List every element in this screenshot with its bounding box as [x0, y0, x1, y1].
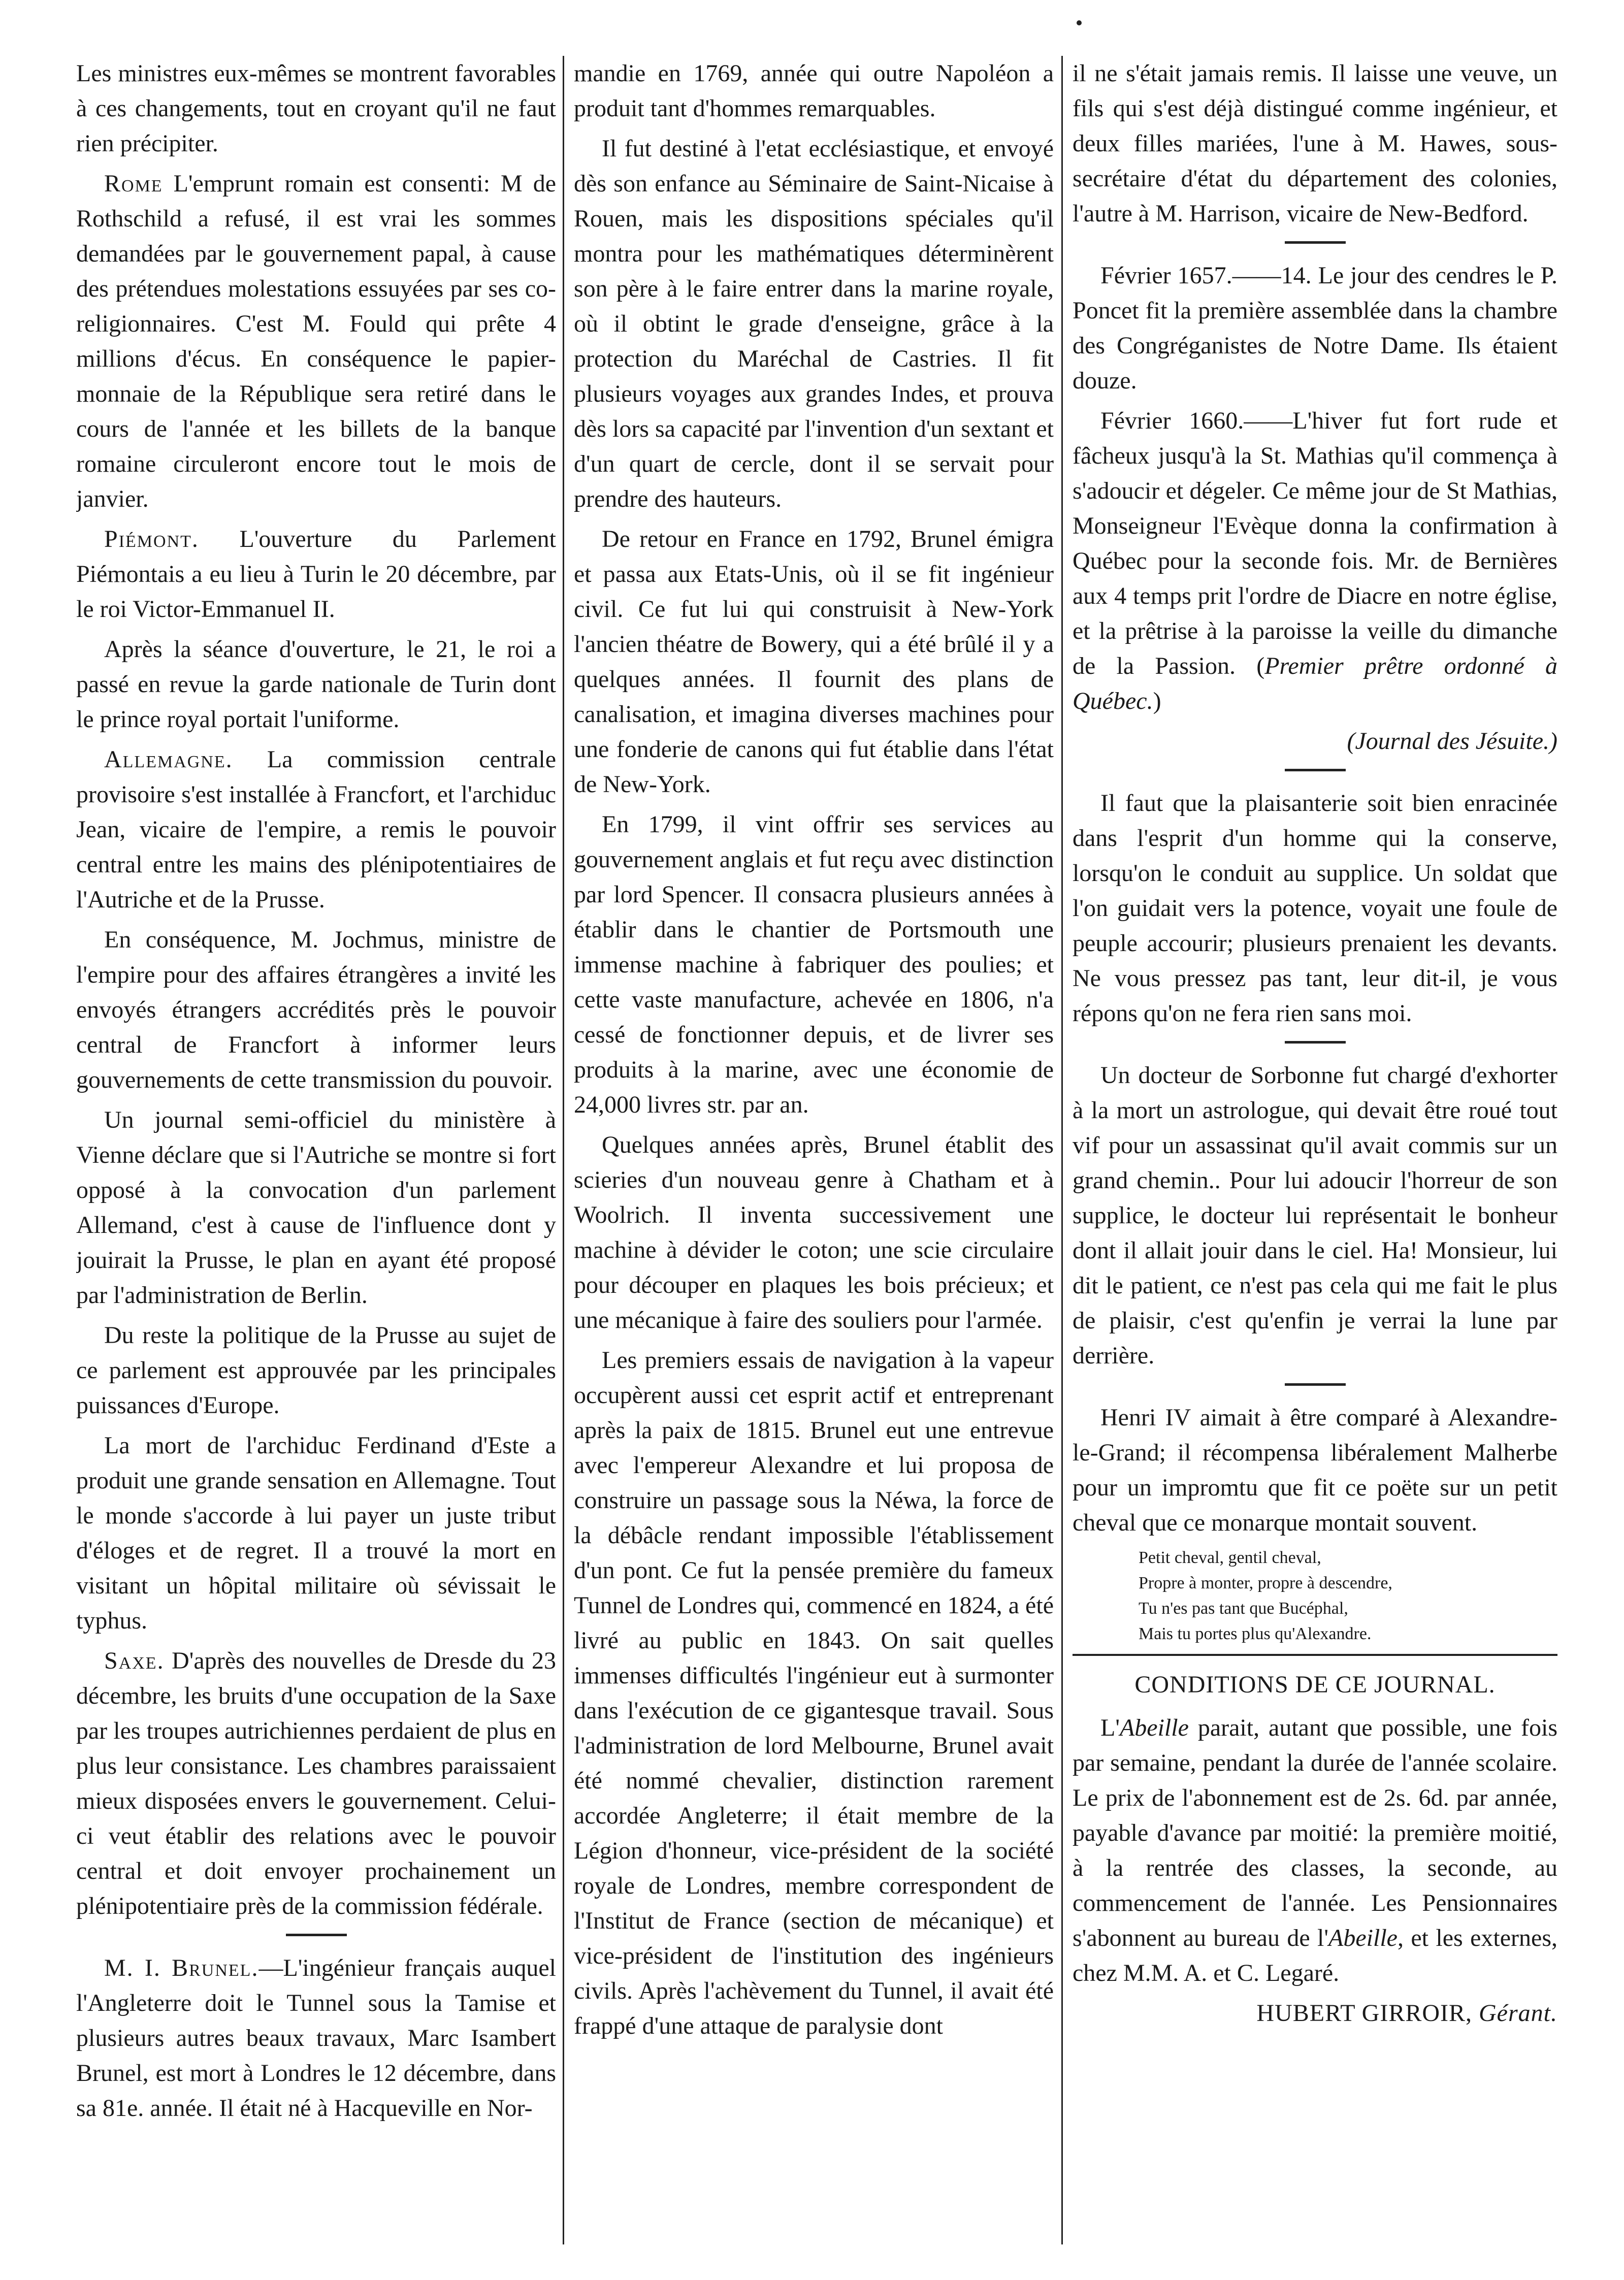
poem-line: Mais tu portes plus qu'Alexandre. [1139, 1624, 1372, 1643]
section-heading-allemagne: Allemagne. [104, 746, 233, 773]
signature-role: Gérant. [1479, 2000, 1557, 2027]
column-rule [1061, 56, 1063, 2244]
paragraph-text: parait, autant que possible, une fois par semaine, pendant la durée de l'année scolaire. Le prix de l'abonnement est de 2s. 6d. par année, payable d'avance par moitié: la première moitié, à la rentrée des classes, la seconde, au commencement de l'année. Les Pensionnaires s'abonnent au bureau de l' [1073, 1714, 1557, 1951]
paragraph: En conséquence, M. Jochmus, ministre de l'empire pour des affaires étrangères a invité les envoyés étrangers accrédités près le pouvoir central de Francfort à informer leurs gouvernements de cette transmission du pouvoir. [76, 926, 556, 1093]
column-middle [574, 56, 1054, 2255]
paragraph-text: Février 1660.——L'hiver fut fort rude et fâcheux jusqu'à la St. Mathias qu'il commença à s'adoucir et dégeler. Ce même jour de St Mathias, Monseigneur l'Evèque donna la confirmation à Québec pour la seconde fois. Mr. de Bernières aux 4 temps prit l'ordre de Diacre en notre église, et la prêtrise à la paroisse la veille du dimanche de la Passion. ( [1073, 407, 1557, 679]
paragraph: mandie en 1769, année qui outre Napoléon a produit tant d'hommes remarquables. [574, 60, 1054, 122]
paragraph-fevrier-1660 [1073, 403, 1557, 719]
paragraph-piemont [76, 522, 556, 627]
paragraph-conditions [1073, 1710, 1557, 1991]
italic-note: Premier prêtre ordonné à Québec. [1073, 653, 1557, 714]
paragraph: Les premiers essais de navigation à la vapeur occupèrent aussi cet esprit actif et entreprenant après la paix de 1815. Brunel eut une entrevue avec l'empereur Alexandre et lui proposa de construire un passage sous la Néwa, la force de la débâcle rendant impossible l'établissement d'un pont. Ce fut la pensée première du fameux Tunnel de Londres qui, commencé en 1824, a été livré au public en 1843. On sait quelles immenses difficultés l'ingénieur eut à surmonter dans l'exécution de ce gigantesque travail. Sous l'administration de lord Melbourne, Brunel avait été nommé chevalier, distinction rarement accordée Angleterre; il était membre de la Légion d'honneur, vice-président de la société royale de Londres, membre correspondent de l'Institut de France (section de mécanique) et vice-président de l'institution des ingénieurs civils. Après l'achèvement du Tunnel, il avait été frappé d'une attaque de paralysie dont [574, 1347, 1054, 2039]
section-divider [1285, 769, 1346, 771]
ink-dot [1077, 20, 1082, 25]
paragraph: De retour en France en 1792, Brunel émigra et passa aux Etats-Unis, où il se fit ingénieur civil. Ce fut lui qui construisit à New-York l'ancien théatre de Bowery, qui a été brûlé il y a quelques années. Il fournit des plans de canalisation, et imagina diverses machines pour une fonderie de canons qui fut établie dans l'état de New-York. [574, 526, 1054, 798]
poem [1139, 1545, 1557, 1647]
section-heading-brunel: M. I. Brunel. [104, 1955, 259, 1981]
signature [1073, 1996, 1557, 2031]
paragraph-text: —L'ingénieur français auquel l'Angleterre doit le Tunnel sous la Tamise et plusieurs autres beaux travaux, Marc Isambert Brunel, est mort à Londres le 12 décembre, dans sa 81e. année. Il était né à Hacqueville en Nor- [76, 1955, 556, 2122]
paragraph-text: ) [1153, 688, 1161, 714]
paragraph-text: L'emprunt romain est consenti: M de Rothschild a refusé, il est vrai les sommes demandées par le gouvernement papal, à cause des prétendues molestations essuyées par ses co-religionnaires. C'est M. Fould qui prête 4 millions d'écus. En conséquence le papier-monnaie de la République sera retiré dans le cours de l'année et les billets de la banque romaine circuleront encore tout le mois de janvier. [76, 170, 556, 512]
paragraph-allemagne [76, 742, 556, 917]
paragraph: La mort de l'archiduc Ferdinand d'Este a produit une grande sensation en Allemagne. Tout le monde s'accorde à lui payer un juste tribut d'éloges et de regret. Il a trouvé la mort en visitant un hôpital militaire où sévissait le typhus. [76, 1432, 556, 1634]
paragraph-fevrier-1657: Février 1657.——14. Le jour des cendres le P. Poncet fit la première assemblée dans la chambre des Congréganistes de Notre Dame. Ils étaient douze. [1073, 262, 1557, 394]
poem-line: Propre à monter, propre à descendre, [1139, 1574, 1392, 1592]
paragraph: Les ministres eux-mêmes se montrent favorables à ces changements, tout en croyant qu'il ne faut rien précipiter. [76, 60, 556, 157]
paragraph-anecdote: Un docteur de Sorbonne fut chargé d'exhorter à la mort un astrologue, qui devait être roué tout vif pour un assassinat qu'il avait commis sur un grand chemin.. Pour lui adoucir l'horreur de son supplice, le docteur lui représentait le bonheur dont il allait jouir dans le ciel. Ha! Monsieur, lui dit le patient, ce n'est pas cela qui me fait le plus de plaisir, c'est qu'enfin je verrai la lune par derrière. [1073, 1062, 1557, 1369]
paragraph-text: D'après des nouvelles de Dresde du 23 décembre, les bruits d'une occupation de la Saxe par les troupes autrichiennes perdaient de plus en plus leur consistance. Les chambres paraissaient mieux disposées envers le gouvernement. Celui-ci veut établir des relations avec le pouvoir central et doit envoyer prochainement un plénipotentiaire près de la commission fédérale. [76, 1647, 556, 1919]
column-right [1073, 56, 1557, 2255]
paragraph-text: , et les externes, chez M.M. A. et C. Legaré. [1073, 1925, 1557, 1986]
paragraph: il ne s'était jamais remis. Il laisse une veuve, un fils qui s'est déjà distingué comme ingénieur, et deux filles mariées, l'une à M. Hawes, sous-secrétaire d'état du département des colonies, l'autre à M. Harrison, vicaire de New-Bedford. [1073, 60, 1557, 227]
poem-line: Petit cheval, gentil cheval, [1139, 1548, 1321, 1567]
paragraph-saxe [76, 1643, 556, 1924]
paragraph-text: L'ouverture du Parlement Piémontais a eu lieu à Turin le 20 décembre, par le roi Victor-Emmanuel II. [76, 526, 556, 623]
paragraph-anecdote: Il faut que la plaisanterie soit bien enracinée dans l'esprit d'un homme qui la conserve, lorsqu'on le conduit au supplice. Un soldat que l'on guidait vers la potence, voyait une foule de peuple accourir; plusieurs prenaient les devants. Ne vous pressez pas tant, leur dit-il, je vous répons qu'on ne fera rien sans moi. [1073, 790, 1557, 1027]
section-heading-rome: Rome [104, 170, 163, 197]
conditions-title: CONDITIONS DE CE JOURNAL. [1134, 1671, 1496, 1698]
column-left [76, 56, 556, 2255]
paragraph: Il fut destiné à l'etat ecclésiastique, et envoyé dès son enfance au Séminaire de Saint-Nicaise à Rouen, mais les dispositions spéciales qu'il montra pour les mathématiques déterminèrent son père à le faire entrer dans la marine royale, où il obtint le grade d'enseigne, grâce à la protection du Maréchal de Castries. Il fit plusieurs voyages aux grandes Indes, et prouva dès lors sa capacité par l'invention d'un sextant et d'un quart de cercle, dont il se servait pour prendre des hauteurs. [574, 135, 1054, 512]
paragraph: Quelques années après, Brunel établit des scieries d'un nouveau genre à Chatham et à Woolrich. Il inventa successivement une machine à dévider le coton; une scie circulaire pour découper en plaques les bois précieux; et une mécanique à faire des souliers pour l'armée. [574, 1131, 1054, 1333]
paragraph-text: La commission centrale provisoire s'est installée à Francfort, et l'archiduc Jean, vicaire de l'empire, a remis le pouvoir central entre les mains des plénipotentiaires de l'Autriche et de la Prusse. [76, 746, 556, 913]
paragraph-brunel [76, 1950, 556, 2126]
section-divider [1073, 1654, 1557, 1656]
section-divider [1285, 241, 1346, 244]
source-text: (Journal des Jésuite.) [1347, 728, 1557, 755]
paragraph: Du reste la politique de la Prusse au sujet de ce parlement est approuvée par les principales puissances d'Europe. [76, 1322, 556, 1419]
section-heading-saxe: Saxe. [104, 1647, 165, 1674]
paragraph: Après la séance d'ouverture, le 21, le roi a passé en revue la garde nationale de Turin dont le prince royal portait l'uniforme. [76, 636, 556, 733]
paragraph-text: L' [1100, 1714, 1120, 1741]
section-divider [286, 1934, 347, 1936]
paragraph-rome [76, 166, 556, 516]
section-divider [1285, 1383, 1346, 1386]
journal-name: Abeille [1119, 1714, 1189, 1741]
paragraph: Un journal semi-officiel du ministère à Vienne déclare que si l'Autriche se montre si fort opposé à la convocation d'un parlement Allemand, c'est à cause de l'influence dont y jouirait la Prusse, le plan en ayant été proposé par l'administration de Berlin. [76, 1106, 556, 1309]
section-divider [1285, 1041, 1346, 1044]
paragraph: En 1799, il vint offrir ses services au gouvernement anglais et fut reçu avec distinction par lord Spencer. Il consacra plusieurs années à établir dans le chantier de Portsmouth une immense machine à fabriquer des poulies; et cette vaste manufacture, achevée en 1806, n'a cessé de fonctionner depuis, et de livrer ses produits à la marine, avec une économie de 24,000 livres str. par an. [574, 811, 1054, 1118]
source-attribution [1073, 724, 1557, 759]
signature-name: HUBERT GIRROIR, [1256, 2000, 1473, 2027]
section-heading-piemont: Piémont. [104, 526, 199, 552]
paragraph-anecdote: Henri IV aimait à être comparé à Alexandre-le-Grand; il récompensa libéralement Malherbe pour un impromtu que fit ce poëte sur un petit cheval que ce monarque montait souvent. [1073, 1404, 1557, 1536]
journal-name: Abeille [1328, 1925, 1398, 1951]
poem-line: Tu n'es pas tant que Bucéphal, [1139, 1599, 1348, 1618]
column-rule [563, 56, 564, 2244]
